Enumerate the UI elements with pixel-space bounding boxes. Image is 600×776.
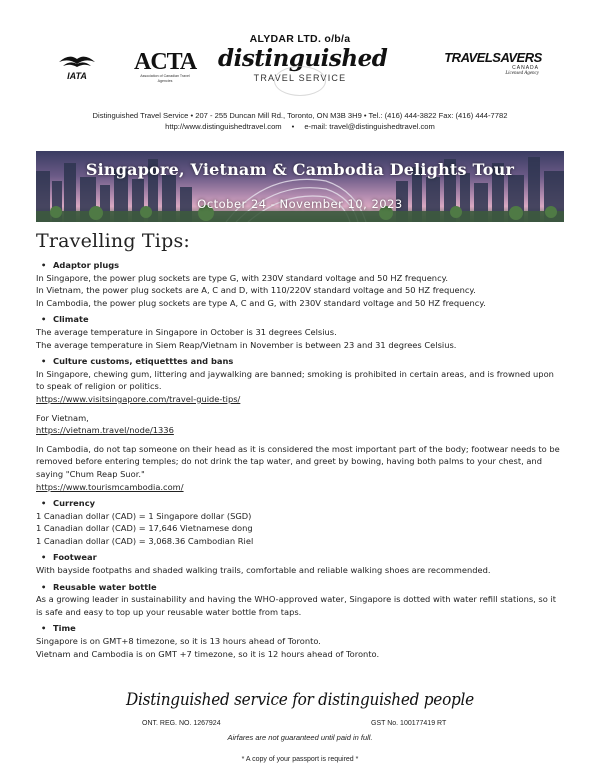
bullet: •: [41, 356, 47, 367]
currency-khr: 1 Canadian dollar (CAD) = 3,068.36 Cambodian Riel: [36, 535, 254, 546]
adaptor-vietnam: In Vietnam, the power plug sockets are A, C and D, with 110/220V standard voltage and 50 HZ frequency.: [36, 285, 476, 296]
website-link[interactable]: http://www.distinguishedtravel.com: [165, 122, 282, 131]
cambodia-link[interactable]: https://www.tourismcambodia.com/: [36, 481, 184, 492]
distinguished-logo: [218, 45, 388, 97]
acta-logo: [134, 49, 197, 83]
climate-singapore: The average temperature in Singapore in October is 31 degrees Celsius.: [36, 326, 337, 337]
currency-sgd: 1 Canadian dollar (CAD) = 1 Singapore dollar (SGD): [36, 510, 252, 521]
iata-logo: [57, 50, 97, 82]
letterhead: [0, 0, 600, 100]
vietnam-link[interactable]: https://vietnam.travel/node/1336: [36, 425, 174, 436]
bullet: •: [41, 314, 47, 325]
globe-icon: [274, 66, 326, 96]
section-adaptor-title: • Adaptor plugs: [41, 260, 120, 270]
travelsavers-mark: TRAVELSAVERS: [444, 50, 542, 65]
adaptor-singapore: In Singapore, the power plug sockets are type G, with 230V standard voltage and 50 HZ frequency.: [36, 272, 448, 283]
contact-address: Distinguished Travel Service • 207 - 255 Duncan Mill Rd., Toronto, ON M3B 3H9 • Tel.: (416) 444-3822 Fax: (416) 444-7782: [92, 111, 508, 120]
footwear-text: With bayside footpaths and shaded walking trails, comfortable and reliable walking shoes are recommended.: [36, 565, 491, 576]
company-name: ALYDAR LTD. o/b/a: [249, 33, 351, 45]
airfares-note: Airfares are not guaranteed until paid in full.: [227, 733, 373, 742]
water-text: As a growing leader in sustainability and having the WHO-approved water, Singapore is dotted with water refill stations, so it is safe and easy to top up your reusable water bottle from taps.: [36, 594, 557, 617]
adaptor-cambodia: In Cambodia, the power plug sockets are type A, C and G, with 230V standard voltage and 50 HZ frequency.: [36, 297, 486, 308]
travelsavers-licensed: Licensed Agency: [505, 71, 539, 76]
tour-banner: [36, 151, 564, 222]
bullet: •: [41, 260, 47, 270]
page-title: Travelling Tips:: [36, 230, 190, 252]
culture-singapore: In Singapore, chewing gum, littering and jaywalking are banned; smoking is prohibited in certain areas, and is frowned upon to speak of religion or politics.: [36, 368, 554, 392]
logo-subtitle: TRAVEL SERVICE: [253, 73, 347, 83]
passport-note: * A copy of your passport is required *: [241, 756, 359, 763]
acta-mark: ACTA: [134, 49, 197, 75]
acta-subtitle: Association of Canadian Travel Agencies: [140, 74, 190, 83]
section-time-title: • Time: [41, 623, 76, 634]
gst-number: GST No. 100177419 RT: [371, 720, 447, 727]
email-link[interactable]: e-mail: travel@distinguishedtravel.com: [304, 122, 435, 131]
ont-reg-number: ONT. REG. NO. 1267924: [142, 720, 221, 727]
tips-content: [36, 257, 564, 660]
contact-separator: •: [291, 122, 295, 131]
bullet: •: [41, 581, 47, 592]
currency-vnd: 1 Canadian dollar (CAD) = 17,646 Vietnamese dong: [36, 523, 253, 534]
section-currency-title: • Currency: [41, 498, 96, 509]
section-culture-title: • Culture customs, etiquetttes and bans: [41, 356, 234, 367]
logo-title: distinguished: [218, 45, 388, 72]
time-vietnam-cambodia: Vietnam and Cambodia is on GMT +7 timezone, so it is 12 hours ahead of Toronto.: [36, 648, 380, 659]
iata-label: IATA: [67, 71, 87, 81]
banner-dates: October 24 - November 10, 2023: [197, 197, 403, 211]
time-singapore: Singapore is on GMT+8 timezone, so it is 13 hours ahead of Toronto.: [36, 636, 321, 647]
footer-slogan: Distinguished service for distinguished people: [126, 690, 474, 710]
banner-title: Singapore, Vietnam & Cambodia Delights Tour: [85, 160, 515, 179]
culture-vietnam-label: For Vietnam,: [36, 412, 89, 423]
iata-wing-icon: [57, 50, 97, 72]
bullet: •: [41, 623, 47, 634]
travelsavers-canada: CANADA: [512, 65, 539, 71]
section-footwear-title: • Footwear: [41, 552, 97, 563]
bullet: •: [41, 552, 47, 563]
climate-siem-reap: The average temperature in Siem Reap/Vietnam in November is between 23 and 31 degrees Celsius.: [36, 339, 457, 350]
culture-cambodia: In Cambodia, do not tap someone on their head as it is considered the most important part of the body; footwear needs to be removed before entering temples; do not drink the tap water, and greet by bowing, having both palms to your chest, and saying "Chum Reap Suor.": [36, 443, 560, 479]
travelsavers-logo: [443, 50, 543, 80]
bullet: •: [41, 498, 47, 509]
section-water-title: • Reusable water bottle: [41, 581, 157, 592]
contact-web-email: [0, 122, 600, 131]
singapore-link[interactable]: https://www.visitsingapore.com/travel-guide-tips/: [36, 393, 241, 404]
section-climate-title: • Climate: [41, 314, 89, 325]
